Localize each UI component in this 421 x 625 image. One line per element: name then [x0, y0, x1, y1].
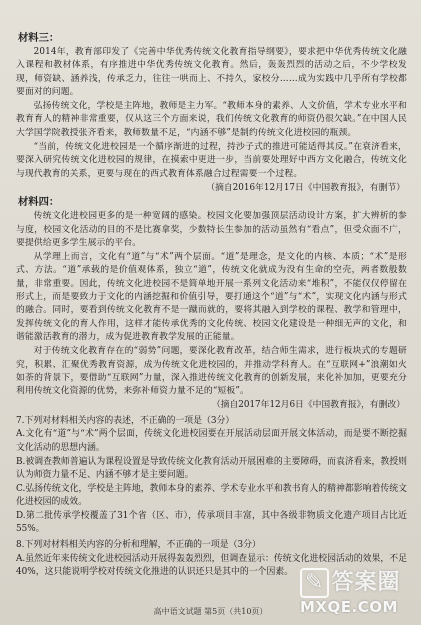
question-7 [10, 415, 407, 537]
material-three-paragraph: 2014年，教育部印发了《完善中华优秀传统文化教育指导纲要》，要求把中华优秀传统文化融入课程和教材体系，有序推进中华优秀传统文化教育。然后，轰轰烈烈的活动之后，不少学校发现，师资缺、涵养浅，传承乏力，往往一哄而上、不持久，家校分……成为实践中几乎所有学校都要面对的问题。 [16, 47, 407, 97]
question-option: A.文化有“道”与“术”两个层面，传统文化进校园要在开展活动层面开展文体活动，而是要不断挖掘文化活动的思想内涵。 [16, 429, 407, 453]
watermark-url: MXQE.COM [300, 598, 398, 616]
material-three [10, 32, 407, 195]
page-footer: 高中语文试题 第5页（共10页） [153, 607, 268, 616]
question-option: A.虽然近年来传统文化进校园活动开展得轰轰烈烈，但调查显示：传统文化进校园活动的效果，不足40%，这只能说明学校对传统文化推进的认识还只是其中的一个因素。 [16, 553, 407, 578]
question-option: C.弘扬传统文化，学校是主阵地，教师本身的素养、学术专业水平和教书育人的精神都影响着传统文化进校园的成效。 [16, 483, 407, 508]
question-stem: 7.下列对材料相关内容的表述，不正确的一项是（3分） [16, 415, 235, 426]
watermark-logo-text: ✎ 答案圈 [300, 568, 416, 598]
material-four-paragraph: 对于传统文化教育存在的“弱势”问题，要深化教育改革，结合师生需求，进行板块式的专题研究，积累、汇聚优秀教育资源，成为传统文化进校园的，并推动学科育人。在“互联网+”浪潮如火如荼的背景下，要借助“互联网”力量，深入推进传统文化教育的创新发展，来化补加加，更要充分利用传统文化资源的优势，来弥补师资力量不足的“短板”。 [16, 346, 407, 397]
watermark-badge-icon: ✎ [300, 568, 329, 598]
material-four-source: （摘自2017年12月6日《中国教育报》，有删改） [211, 400, 405, 411]
material-four-paragraph: 从学理上而言，文化有“道”与“术”两个层面。“道”是理念，是文化的内核、本质；“术”是形式、方法。“道”承载的是价值观体系，独立“道”，传统文化就成为没有生命的空壳，两者数般数量，非常重要。因此，传统文化进校园不是简单地开展一系列文化活动来“堆积”，不能仅仅停留在形式上，而是要致力于文化的内涵挖掘和价值引导，要打通这个“道”与“术”，实现文化内涵与形式的融合。同时，要看到传统文化教育不是一蹴而就的，要将其融入到学校的课程、教学和管理中，发挥传统文化的育人作用，这样才能传承优秀的文化传统、校园文化建设是一种细无声的文化，和谐能激活教育的潜力，成为促进教育教学发展的正能量。 [16, 252, 407, 342]
material-three-source: （摘自2016年12月17日《中国教育报》，有删节） [206, 182, 405, 193]
material-three-paragraph: “当前，传统文化进校园是一个循序渐进的过程，持沙子式的推进可能适得其反。”在衰济看来，要深入研究传统文化进校园的规律，在摸索中更进一步，当前要处理好中西方文化融合，传统文化与现代教育的关系，更要与现在的西式教育体系融合过程需要一个过程。 [16, 142, 407, 179]
material-four-label: 材料四： [18, 196, 60, 209]
material-three-paragraph: 弘扬传统文化，学校是主阵地，教师是主力军。“教师本身的素养、人文价值，学术专业水平和教育育人的精神非常重要，仅从这三个方面来说，我们传统文化教育的师资仍很欠缺。”在中国人民大学国学院教授张齐看来，教师数量不足，“内涵不够”是制约传统文化进校园的瓶颈。 [16, 101, 407, 138]
watermark-logo [300, 568, 416, 622]
question-option: B.被调查教师普遍认为课程设置是导致传统文化教育活动开展困难的主要障碍，而袁济看来，教授则认为师资力量不足、内涵不够才是主要问题。 [16, 456, 407, 481]
material-four-paragraph: 传统文化进校园更多的是一种宽阔的感染。校园文化要加强顶层活动设计方案，扩大辨析的参与度，校园文化活动的目的不是比赛拿奖，少数特长生参加的活动虽然有“看点”，但受众面不广，要提供给更多学生展示的平台。 [16, 211, 407, 248]
material-four [10, 196, 407, 412]
question-stem: 8.下列对材料相关内容的分析和理解，不正确的一项是（3分） [16, 540, 261, 551]
question-option: D.第二批传承学校覆盖了31个省（区、市），传承项目丰富，其中各级非物质文化遗产项目占比近55%。 [16, 510, 407, 535]
material-three-label: 材料三： [18, 32, 60, 44]
